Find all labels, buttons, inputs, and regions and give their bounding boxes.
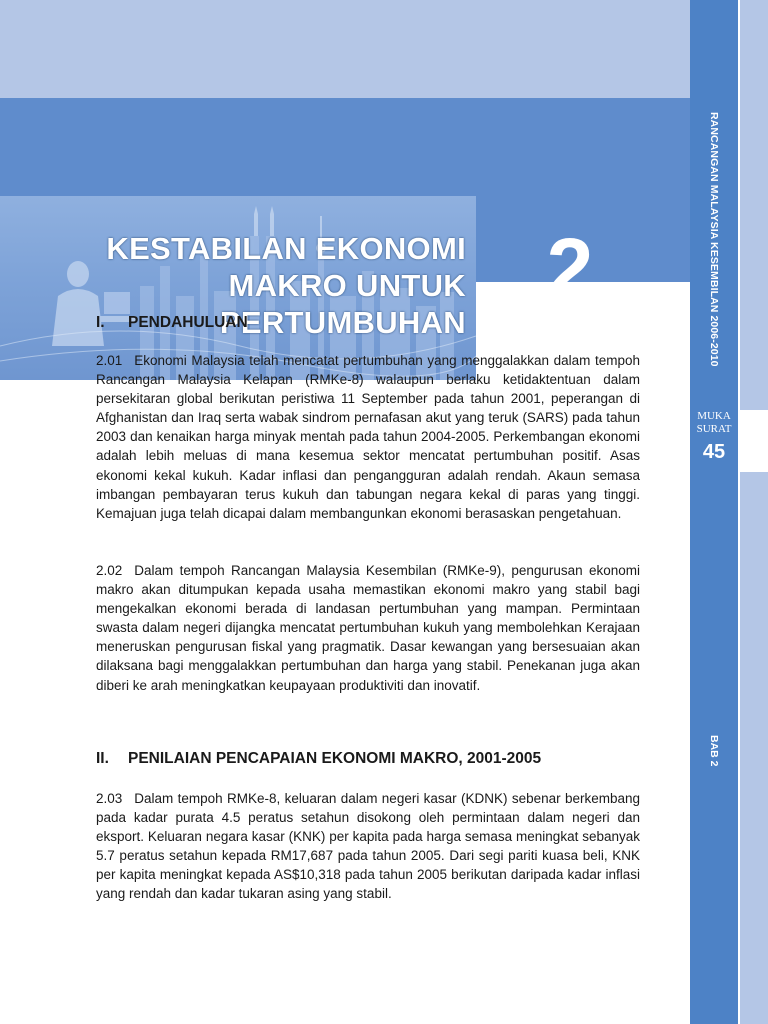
page-number: 45 — [702, 441, 726, 463]
running-title-text: RANCANGAN MALAYSIA KESEMBILAN 2006-2010 — [708, 112, 720, 367]
chapter-tab-text: BAB 2 — [708, 735, 720, 767]
square-marker-icon — [745, 416, 754, 425]
chapter-title-line: KESTABILAN EKONOMI — [106, 231, 466, 266]
paragraph — [96, 561, 640, 695]
paragraph-number: 2.03 — [96, 791, 123, 806]
top-banner — [0, 0, 690, 98]
page-label: MUKA — [697, 410, 731, 422]
section-title: PENDAHULUAN — [128, 314, 248, 331]
section-numeral: II. — [96, 750, 109, 767]
chapter-tab — [694, 735, 734, 795]
section-heading — [96, 314, 248, 332]
chapter-title-line: PERTUMBUHAN — [219, 305, 466, 340]
paragraph-number: 2.02 — [96, 563, 123, 578]
section-title: PENILAIAN PENCAPAIAN EKONOMI MAKRO, 2001-2005 — [128, 750, 542, 767]
side-edge-segment — [740, 0, 768, 410]
paragraph — [96, 789, 640, 904]
page-number-box — [690, 410, 738, 464]
section-numeral: I. — [96, 314, 105, 331]
paragraph — [96, 351, 640, 523]
paragraph-number: 2.01 — [96, 353, 123, 368]
side-edge — [738, 0, 768, 1024]
paragraph-text: Ekonomi Malaysia telah mencatat pertumbuhan yang menggalakkan dalam tempoh Rancangan Malaysia Kelapan (RMKe-8) walaupun berlaku ketidaktentuan dalam persekitaran global berikutan peristiwa 11 September pada tahun 2001, peperangan di Afghanistan dan Iraq serta wabak sindrom pernafasan akut yang teruk (SARS) pada tahun 2003 dan kenaikan harga minyak mentah pada tahun 2004-2005. Perkembangan ekonomi adalah lebih meluas di mana kesemua sektor mencatat pertumbuhan positif. Asas ekonomi kekal kukuh. Kadar inflasi dan pengangguran adalah rendah. Akaun semasa imbangan pembayaran terus kukuh dan tabungan negara kekal di paras yang tinggi. Kemajuan juga telah dicapai dalam membangunkan ekonomi berasaskan pengetahuan. — [96, 353, 640, 521]
chapter-number: 2 — [546, 221, 594, 315]
chapter-title-line: MAKRO UNTUK — [228, 268, 466, 303]
section-heading — [96, 750, 541, 768]
running-title — [694, 112, 734, 402]
page-label: SURAT — [696, 423, 732, 435]
paragraph-text: Dalam tempoh RMKe-8, keluaran dalam negeri kasar (KDNK) sebenar berkembang pada kadar purata 4.5 peratus setahun disokong oleh permintaan dalam negeri dan eksport. Keluaran negara kasar (KNK) per kapita pada harga semasa meningkat sebanyak 5.7 peratus setahun kepada RM17,687 pada tahun 2005. Dari segi pariti kuasa beli, KNK per kapita meningkat kepada AS$10,318 pada tahun 2005 berikutan daripada kadar inflasi yang rendah dan kadar tukaran asing yang stabil. — [96, 791, 640, 902]
side-edge-segment — [740, 472, 768, 1024]
paragraph-text: Dalam tempoh Rancangan Malaysia Kesembilan (RMKe-9), pengurusan ekonomi makro akan ditumpukan kepada usaha memastikan ekonomi makro yang stabil bagi mengekalkan ekonomi berada di landasan pertumbuhan yang mampan. Permintaan swasta dalam negeri dijangka mencatat pertumbuhan kukuh yang membolehkan Kerajaan meneruskan pengurusan fiskal yang pragmatik. Dasar kewangan yang bersesuaian akan dilaksana bagi menggalakkan pertumbuhan dan harga yang stabil. Penekanan juga akan diberi ke arah meningkatkan keupayaan produktiviti dan inovatif. — [96, 563, 640, 693]
